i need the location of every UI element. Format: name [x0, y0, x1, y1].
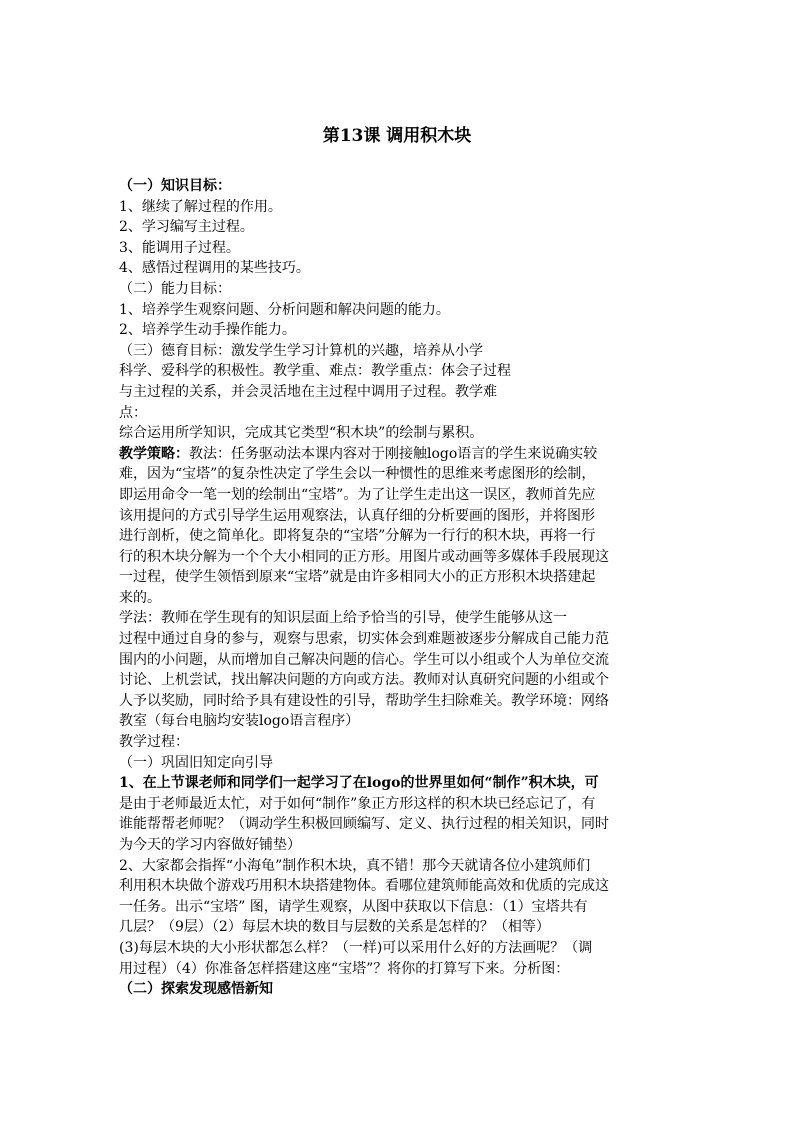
text-line: （三）德育目标：激发学生学习计算机的兴趣，培养从小学: [119, 342, 483, 359]
text-line: 点：: [119, 404, 147, 421]
section-heading-knowledge: （一）知识目标：: [119, 178, 231, 194]
text-line: 一任务。出示“宝塔” 图，请学生观察，从图中获取以下信息：（1）宝塔共有: [119, 898, 588, 915]
text-line: 来的。: [119, 589, 161, 606]
text-line: （一）巩固旧知定向引导: [119, 754, 273, 771]
page-title: 第13课 调用积木块: [322, 126, 472, 146]
text-line: 一过程，使学生领悟到原来“宝塔”就是由许多相同大小的正方形积木块搭建起: [119, 569, 596, 586]
text-line: (3)每层木块的大小形状都怎么样？（一样)可以采用什么好的方法画呢？（调: [119, 939, 593, 956]
text-line: 该用提问的方式引导学生运用观察法，认真仔细的分析要画的图形，并将图形: [119, 507, 595, 524]
text-line: 进行剖析，使之简单化。即将复杂的“宝塔”分解为一行行的积木块，再将一行: [119, 528, 596, 545]
text-line: 2、学习编写主过程。: [119, 219, 254, 236]
section-heading-ability: （二）能力目标：: [119, 280, 231, 297]
text-line: 是由于老师最近太忙，对于如何“制作”象正方形这样的积木块已经忘记了，有: [119, 795, 596, 812]
text-line: 教学过程：: [119, 734, 189, 751]
text-line: 围内的小问题，从而增加自己解决问题的信心。学生可以小组或个人为单位交流: [119, 651, 609, 668]
text-line-strategy: [119, 444, 679, 465]
text-line: 4、感悟过程调用的某些技巧。: [119, 260, 310, 277]
text-line: 人予以奖励，同时给予具有建设性的引导，帮助学生扫除难关。教学环境：网络: [119, 692, 609, 709]
text-line: 1、培养学生观察问题、分析问题和解决问题的能力。: [119, 301, 450, 318]
text-line: 综合运用所学知识，完成其它类型“积木块”的绘制与累积。: [119, 425, 484, 442]
text-line: 与主过程的关系，并会灵活地在主过程中调用子过程。教学难: [119, 383, 497, 400]
text-line: 1、继续了解过程的作用。: [119, 198, 282, 215]
strategy-text: 教法：任务驱动法本课内容对于刚接触logo语言的学生来说确实较: [189, 445, 598, 462]
document-body: [119, 176, 679, 1000]
section-heading-review: 1、在上节课老师和同学们一起学习了在logo的世界里如何“制作”积木块，可: [119, 775, 599, 792]
text-line: 几层？（9层）（2）每层木块的数目与层数的关系是怎样的？（相等）: [119, 919, 550, 936]
text-line: 科学、爱科学的积极性。教学重、难点：教学重点：体会子过程: [119, 363, 511, 380]
text-line: 利用积木块做个游戏巧用积木块搭建物体。看哪位建筑师能高效和优质的完成这: [119, 878, 609, 895]
text-line: 用过程）（4）你准备怎样搭建这座“宝塔”？将你的打算写下来。分析图：: [119, 960, 570, 977]
text-line: 谁能帮帮老师呢？（调动学生积极回顾编写、定义、执行过程的相关知识，同时: [119, 816, 609, 833]
strategy-label: 教学策略：: [119, 445, 189, 462]
text-line: 过程中通过自身的参与，观察与思索，切实体会到难题被逐步分解成自己能力范: [119, 631, 609, 648]
text-line: 2、培养学生动手操作能力。: [119, 322, 296, 339]
text-line: 行的积木块分解为一个个大小相同的正方形。用图片或动画等多媒体手段展现这: [119, 548, 609, 565]
text-line: 难，因为“宝塔”的复杂性决定了学生会以一种惯性的思维来考虑图形的绘制，: [119, 466, 596, 483]
text-line: 2、大家都会指挥“小海龟”制作积木块，真不错！那今天就请各位小建筑师们: [119, 857, 591, 874]
text-line: 学法：教师在学生现有的知识层面上给予恰当的引导，使学生能够从这一: [119, 610, 567, 627]
text-line: 讨论、上机尝试，找出解决问题的方向或方法。教师对认真研究问题的小组或个: [119, 672, 609, 689]
text-line: 教室（每台电脑均安装logo语言程序）: [119, 713, 360, 730]
text-line: 即运用命令一笔一划的绘制出“宝塔”。为了让学生走出这一误区，教师首先应: [119, 486, 596, 503]
text-line: 为今天的学习内容做好铺垫）: [119, 837, 301, 853]
text-line: 3、能调用子过程。: [119, 239, 240, 256]
section-heading-explore: （二）探索发现感悟新知: [119, 981, 273, 998]
